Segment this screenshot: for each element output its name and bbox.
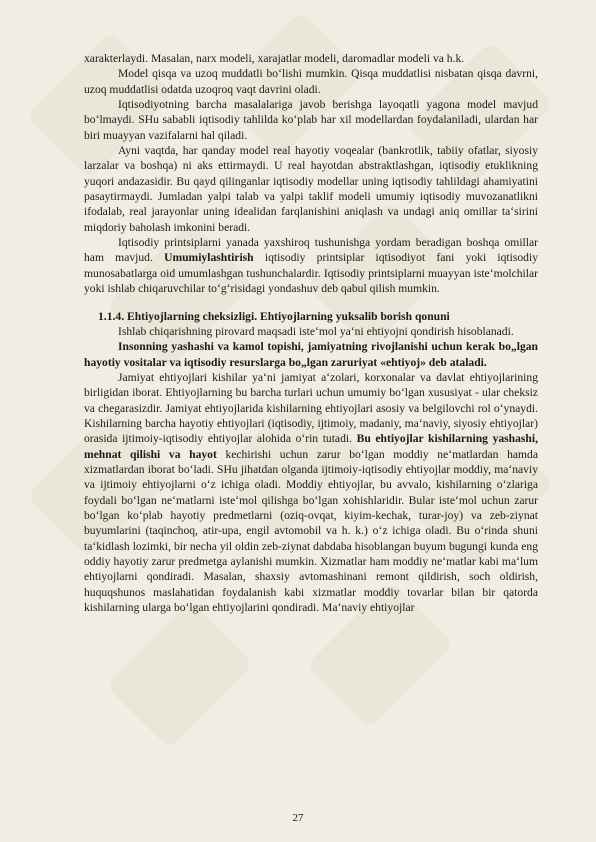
paragraph: Iqtisodiyotning barcha masalalariga javob berishga layoqatli yagona model mavjud bo‘lmaydi. SHu sababli iqtisodiy tahlilda ko‘plab har xil modellardan foydalaniladi, ulardan har biri muayyan vazifalarni hal qiladi.: [84, 98, 538, 142]
section-heading: 1.1.4. Ehtiyojlarning cheksizligi. Ehtiyojlarning yuksalib borish qonuni: [98, 309, 450, 323]
bold-phrase: Bu ehtiyojlar kishilarning yashashi, mehnat qilishi va hayot: [84, 432, 538, 461]
page-number: 27: [292, 812, 304, 824]
paragraph: xarakterlaydi. Masalan, narx modeli, xarajatlar modeli, daromadlar modeli va h.k.: [84, 52, 465, 65]
definition-paragraph: Insonning yashashi va kamol topishi, jamiyatning rivojlanishi uchun kerak bo„lgan hayotiy vositalar va iqtisodiy resurslarga bo„lgan zaruriyat «ehtiyoj» deb ataladi.: [84, 340, 538, 369]
bold-term: Umumiylashtirish: [164, 251, 254, 265]
paragraph: Iqtisodiy printsiplarni yanada yaxshiroq tushunishga yordam beradigan boshqa omillar ham mavjud. Umumiylashtirish iqtisodiy printsiplar iqtisodiyot fani yoki iqtisodiy munosabatlarga oid umumlashgan tushunchalardir. Iqtisodiy printsiplarni muayyan iste‘molchilar yoki ishlab chiqaruvchilar to‘g‘risidagi yondashuv deb qabul qilish mumkin.: [84, 236, 538, 296]
paragraph: Ayni vaqtda, har qanday model real hayotiy voqealar (bankrotlik, tabiiy ofatlar, siyosiy larzalar va boshqa) ni aks ettirmaydi. U real hayotdan abstraktlashgan, iqtisodiy etuklikning yuqori andazasidir. Bu qayd qilinganlar iqtisodiy modellar uning iqtisodiy tahlildagi ahamiyatini pasaytirmaydi. Jumladan yalpi talab va yalpi taklif modeli umumiy iqtisodiy muvozanatlikni ifodalab, real jarayonlar uning idealidan farqlanishini aniqlash va undagi aniq omillar ta‘sirini miqdoriy baholash imkonini beradi.: [84, 144, 538, 234]
body-text: [84, 51, 538, 615]
paragraph: Model qisqa va uzoq muddatli bo‘lishi mumkin. Qisqa muddatlisi nisbatan qisqa davrni, uzoq muddatlisi odatda uzoqroq vaqt davrini oladi.: [84, 67, 538, 96]
paragraph: Ishlab chiqarishning pirovard maqsadi iste‘mol ya‘ni ehtiyojni qondirish hisoblanadi.: [118, 324, 514, 338]
paragraph: Jamiyat ehtiyojlari kishilar ya‘ni jamiyat a‘zolari, korxonalar va davlat ehtiyojlarining birligidan iborat. Ehtiyojlarning bu barcha turlari uchun umumiy bo‘lgan xususiyat - ular cheksiz va chegarasizdir. Jamiyat ehtiyojlarida kishilarning ehtiyojlari asosiy va belgilovchi rol o‘ynaydi. Kishilarning barcha hayotiy ehtiyojlari (iqtisodiy, ijtimoiy, madaniy, ma‘naviy, siyosiy ehtiyojlar) orasida ijtimoiy-iqtisodiy ehtiyojlar alohida o‘rin tutadi. Bu ehtiyojlar kishilarning yashashi, mehnat qilishi va hayot kechirishi uchun zarur bo‘lgan moddiy ne‘matlardan hamda xizmatlardan iborat bo‘ladi. SHu jihatdan olganda ijtimoiy-iqtisodiy ehtiyojlar moddiy, ma‘naviy va ijtimoiy ehtiyojlarni o‘z ichiga oladi. Moddiy ehtiyojlar, bu avvalo, kishilarning o‘zlariga foydali bo‘lgan ne‘matlarni iste‘mol qilishga bo‘lgan xohishlaridir. Bular iste‘mol uchun zarur bo‘lgan ko‘plab hayotiy predmetlarni (oziq-ovqat, kiyim-kechak, turar-joy) va zeb-ziynat buyumlarini (taqinchoq, atir-upa, engil avtomobil va h. k.) o‘z ichiga oladi. Bu o‘rinda shuni ta‘kidlash lozimki, bir necha yil oldin zeb-ziynat dabdaba hisoblangan buyum bugungi kunda eng oddiy hayotiy zarur predmetga aylanishi mumkin. Xizmatlar ham moddiy ne‘matlar kabi ma‘lum ehtiyojlarni qondiradi. Masalan, shaxsiy avtomashinani remont qildirish, soch oldirish, huquqshunos maslahatidan foydalanish kabi xizmatlar moddiy tovarlar bilan bir qatorda kishilarning ularga bo‘lgan ehtiyojlarini qondiradi. Ma‘naviy ehtiyojlar: [84, 370, 538, 615]
